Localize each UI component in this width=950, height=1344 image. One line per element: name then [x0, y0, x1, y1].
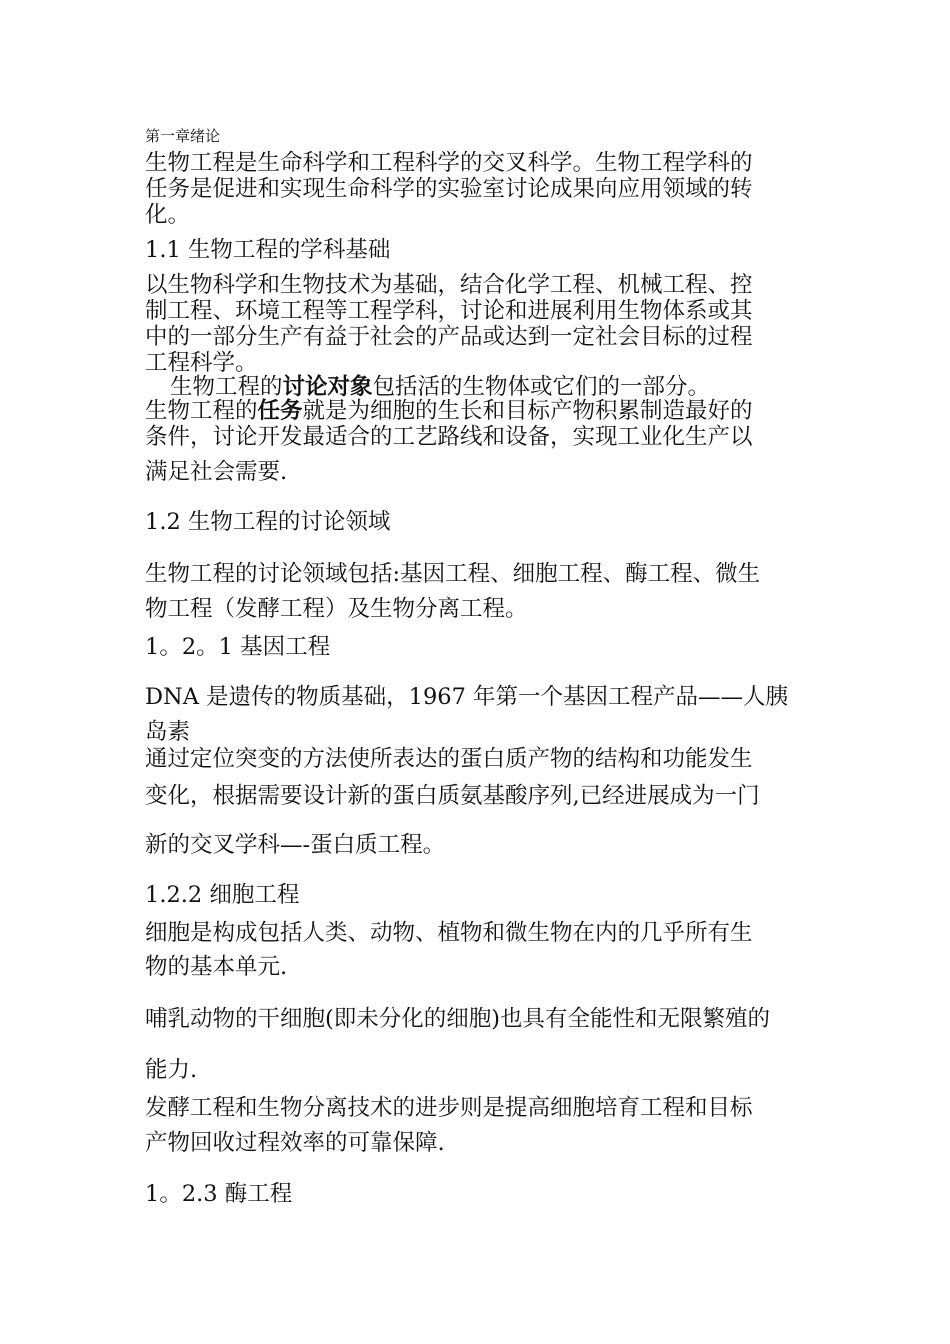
section-heading-1-2-3: 1。2.3 酶工程: [145, 1181, 293, 1207]
basis-line-1: 以生物科学和生物技术为基础，结合化学工程、机械工程、控: [145, 272, 753, 298]
fields-line-2: 物工程（发酵工程）及生物分离工程。: [145, 596, 528, 622]
mutation-line-1: 通过定位突变的方法使所表达的蛋白质产物的结构和功能发生: [145, 746, 753, 772]
cell-line-1: 细胞是构成包括人类、动物、植物和微生物在内的几乎所有生: [145, 920, 753, 946]
section-heading-1-2: 1.2 生物工程的讨论领域: [145, 509, 391, 535]
dna-line-1: DNA 是遗传的物质基础，1967 年第一个基因工程产品——人胰: [145, 684, 789, 710]
dna-line-2: 岛素: [145, 719, 191, 745]
section-heading-1-1: 1.1 生物工程的学科基础: [145, 237, 391, 263]
section-heading-1-2-1: 1。2。1 基因工程: [145, 634, 331, 660]
intro-line-3: 化。: [145, 202, 191, 228]
task-line-3: 满足社会需要.: [145, 459, 288, 485]
task-bold-term: 任务: [257, 398, 303, 424]
mutation-line-2: 变化，根据需要设计新的蛋白质氨基酸序列,已经进展成为一门: [145, 783, 760, 809]
basis-line-4: 工程科学。: [145, 350, 258, 376]
ferment-line-1: 发酵工程和生物分离技术的进步则是提高细胞培育工程和目标: [145, 1095, 753, 1121]
stem-line-1: 哺乳动物的干细胞(即未分化的细胞)也具有全能性和无限繁殖的: [145, 1006, 771, 1032]
research-object-line: [170, 374, 835, 400]
cell-line-2: 物的基本单元.: [145, 954, 288, 980]
task-pre: 生物工程的: [145, 398, 258, 424]
intro-line-2: 任务是促进和实现生命科学的实验室讨论成果向应用领域的转: [145, 176, 753, 202]
mutation-line-3: 新的交叉学科—-蛋白质工程。: [145, 832, 446, 858]
object-bold-term: 讨论对象: [282, 374, 373, 400]
chapter-title: 第一章绪论: [145, 127, 221, 145]
section-heading-1-2-2: 1.2.2 细胞工程: [145, 882, 300, 908]
task-post: 就是为细胞的生长和目标产物积累制造最好的: [302, 398, 753, 424]
intro-line-1: 生物工程是生命科学和工程科学的交叉科学。生物工程学科的: [145, 150, 753, 176]
object-pre: 生物工程的: [170, 374, 283, 400]
basis-line-2: 制工程、环境工程等工程学科，讨论和进展利用生物体系或其: [145, 298, 753, 324]
ferment-line-2: 产物回收过程效率的可靠保障.: [145, 1130, 445, 1156]
task-line: [145, 398, 810, 424]
fields-line-1: 生物工程的讨论领域包括:基因工程、细胞工程、酶工程、微生: [145, 561, 761, 587]
basis-line-3: 中的一部分生产有益于社会的产品或达到一定社会目标的过程: [145, 324, 753, 350]
task-line-2: 条件，讨论开发最适合的工艺路线和设备，实现工业化生产以: [145, 424, 753, 450]
stem-line-2: 能力.: [145, 1057, 198, 1083]
object-post: 包括活的生物体或它们的一部分。: [372, 374, 711, 400]
